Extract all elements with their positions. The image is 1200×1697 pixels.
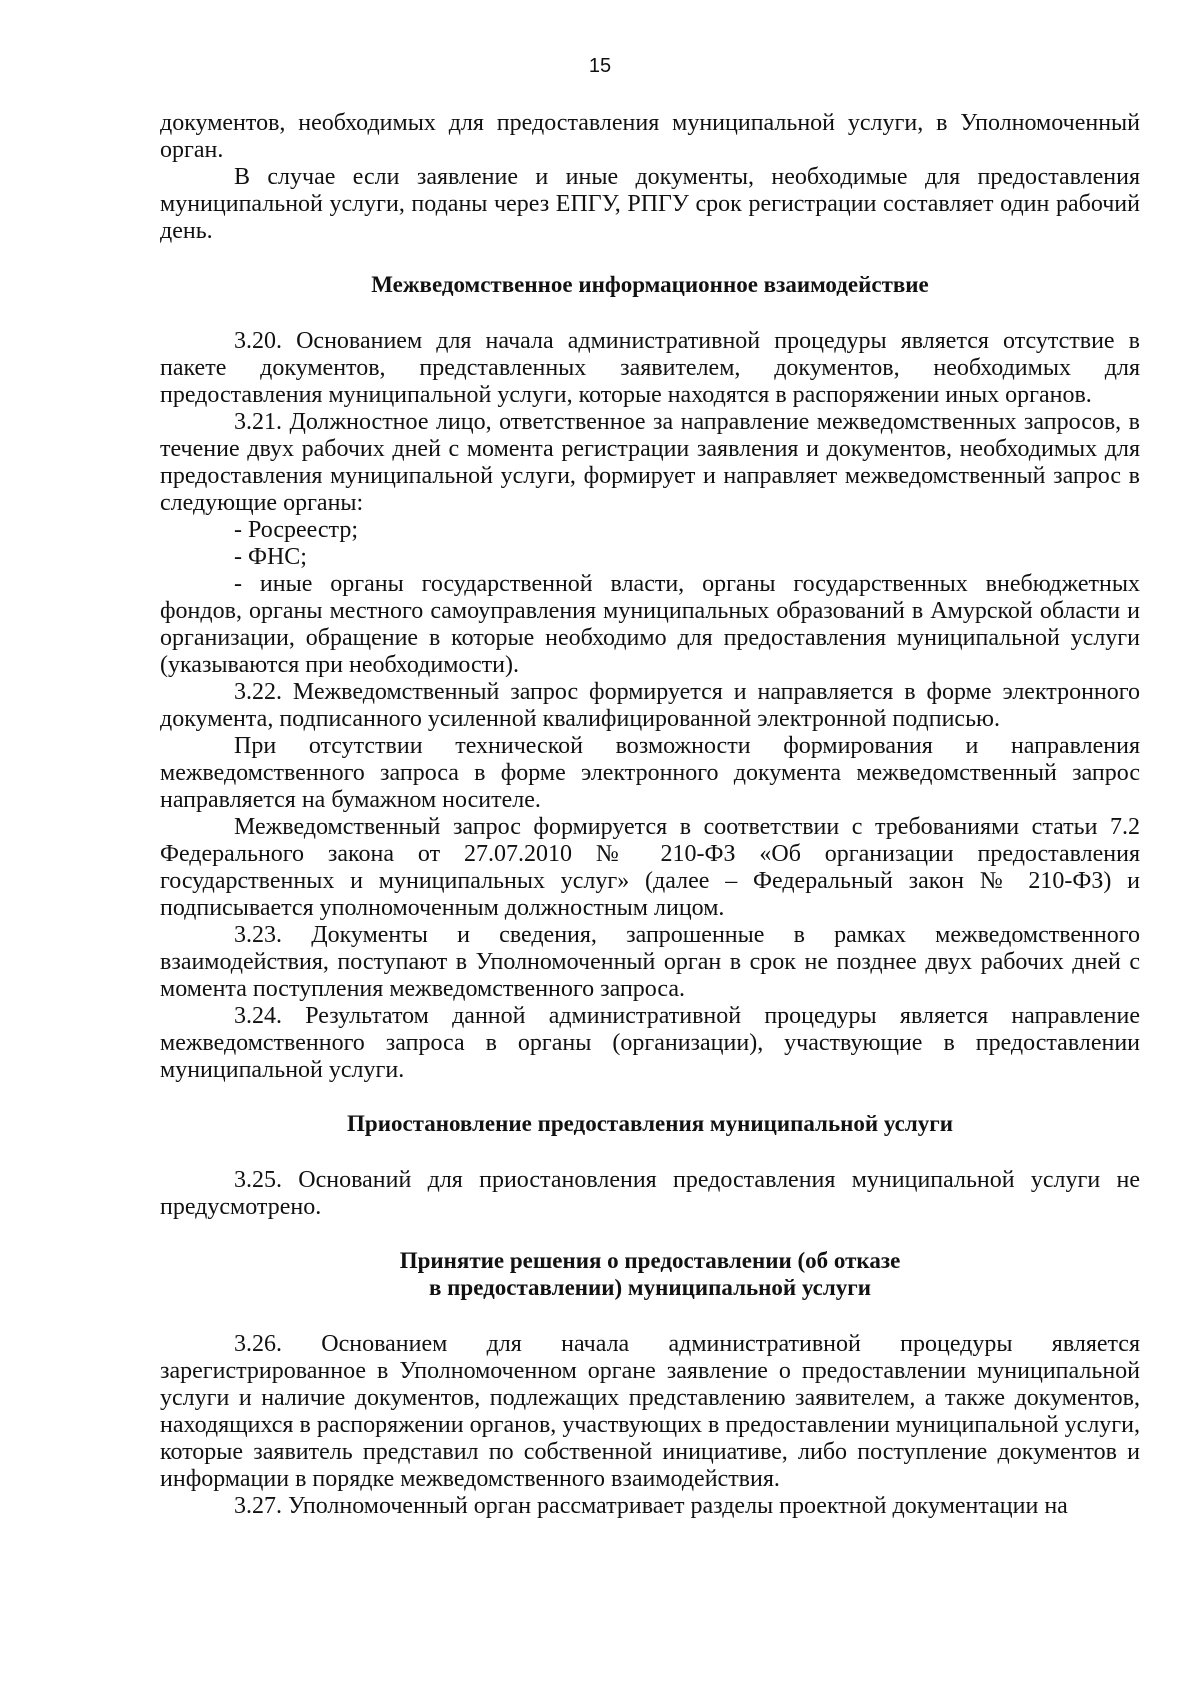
list-item-rosreestr: - Росреестр;	[234, 517, 358, 543]
paragraph-continuation: документов, необходимых для предоставления муниципальной услуги, в Уполномоченный орган.	[160, 110, 1140, 163]
paragraph-3-21: 3.21. Должностное лицо, ответственное за направление межведомственных запросов, в течение двух рабочих дней с момента регистрации заявления и документов, необходимых для предоставления муниципальной услуги, формирует и направляет межведомственный запрос в следующие органы:	[160, 409, 1140, 516]
heading-line: Принятие решения о предоставлении (об отказе	[399, 1248, 901, 1273]
paragraph-3-27: 3.27. Уполномоченный орган рассматривает разделы проектной документации на	[234, 1493, 1068, 1519]
list-item-fns: - ФНС;	[234, 544, 307, 570]
heading-line: в предоставлении) муниципальной услуги	[429, 1275, 871, 1300]
section-heading-suspension	[160, 1110, 1140, 1137]
paragraph-registration-term: В случае если заявление и иные документы, необходимые для предоставления муниципальной услуги, поданы через ЕПГУ, РПГУ срок регистрации составляет один рабочий день.	[160, 164, 1140, 244]
paragraph-3-25: 3.25. Оснований для приостановления предоставления муниципальной услуги не предусмотрено.	[160, 1167, 1140, 1220]
heading-line: Приостановление предоставления муниципальной услуги	[347, 1111, 953, 1136]
paragraph-3-20: 3.20. Основанием для начала административной процедуры является отсутствие в пакете документов, представленных заявителем, документов, необходимых для предоставления муниципальной услуги, которые находятся в распоряжении иных органов.	[160, 328, 1140, 408]
paragraph-3-22: 3.22. Межведомственный запрос формируется и направляется в форме электронного документа, подписанного усиленной квалифицированной электронной подписью.	[160, 679, 1140, 732]
section-heading-decision	[160, 1247, 1140, 1301]
section-heading-interagency	[160, 271, 1140, 298]
page-number: 15	[588, 55, 612, 77]
paragraph-3-23: 3.23. Документы и сведения, запрошенные в рамках межведомственного взаимодействия, поступают в Уполномоченный орган в срок не позднее двух рабочих дней с момента поступления межведомственного запроса.	[160, 922, 1140, 1002]
paragraph-3-26: 3.26. Основанием для начала административной процедуры является зарегистрированное в Уполномоченном органе заявление о предоставлении муниципальной услуги и наличие документов, подлежащих представлению заявителем, а также документов, находящихся в распоряжении органов, участвующих в предоставлении муниципальной услуги, которые заявитель представил по собственной инициативе, либо поступление документов и информации в порядке межведомственного взаимодействия.	[160, 1331, 1140, 1492]
document-body	[160, 110, 1140, 1520]
paragraph-request-requirements: Межведомственный запрос формируется в соответствии с требованиями статьи 7.2 Федерального закона от 27.07.2010 № 210-ФЗ «Об организации предоставления государственных и муниципальных услуг» (далее – Федеральный закон № 210-ФЗ) и подписывается уполномоченным должностным лицом.	[160, 814, 1140, 921]
heading-line: Межведомственное информационное взаимодействие	[371, 272, 929, 297]
paragraph-paper-request: При отсутствии технической возможности формирования и направления межведомственного запроса в форме электронного документа межведомственный запрос направляется на бумажном носителе.	[160, 733, 1140, 813]
list-item-other-bodies: - иные органы государственной власти, органы государственных внебюджетных фондов, органы местного самоуправления муниципальных образований в Амурской области и организации, обращение в которые необходимо для предоставления муниципальной услуги (указываются при необходимости).	[160, 571, 1140, 678]
paragraph-3-24: 3.24. Результатом данной административной процедуры является направление межведомственного запроса в органы (организации), участвующие в предоставлении муниципальной услуги.	[160, 1003, 1140, 1083]
